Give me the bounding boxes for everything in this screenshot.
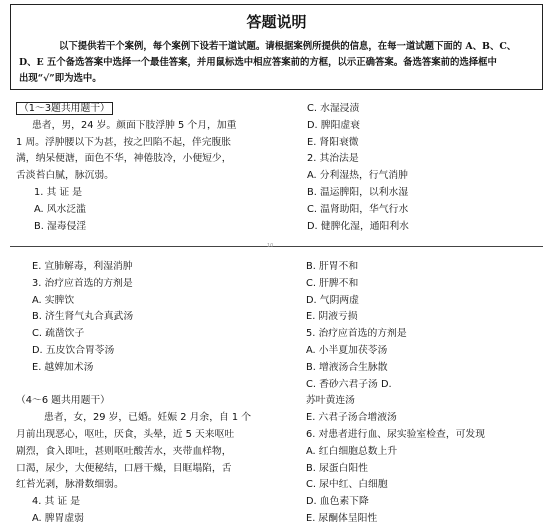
text-line <box>306 259 485 276</box>
answer-option[interactable]: E. 肾阳衰微 <box>307 136 359 148</box>
answer-option[interactable]: C. 肝脾不和 <box>306 277 359 289</box>
question-text: 口渴，尿少，大便秘结，口唇干燥，目眶塌陷，舌 <box>16 462 232 474</box>
text-line <box>307 219 409 236</box>
question-text: 2. 其治法是 <box>307 153 359 165</box>
question-text: 5. 治疗应首选的方剂是 <box>306 328 407 340</box>
question-text: （1～3题共用题干） <box>16 102 113 115</box>
text-line <box>32 276 251 293</box>
question-text: 患者，女，29 岁，已婚。妊娠 2 月余，自 1 个 <box>44 412 252 424</box>
text-line <box>16 151 236 168</box>
text-line <box>306 461 485 478</box>
page-number: 10 <box>267 243 274 249</box>
text-line <box>306 494 485 511</box>
instructions-box <box>10 4 543 90</box>
question-text: 红苔光剥，脉滑数细弱。 <box>16 479 124 491</box>
answer-option[interactable]: C. 疏凿饮子 <box>32 328 85 340</box>
answer-option[interactable]: D. 血色素下降 <box>306 496 369 508</box>
question-text: （4～6 题共用题干） <box>16 395 110 407</box>
question-text: 苏叶黄连汤 <box>306 395 355 407</box>
answer-option[interactable]: B. 肝胃不和 <box>306 261 359 272</box>
text-line <box>306 444 485 461</box>
answer-option[interactable]: A. 风水泛滥 <box>34 203 86 215</box>
text-line <box>16 477 251 494</box>
text-line <box>16 427 251 444</box>
text-line <box>307 135 409 152</box>
answer-option[interactable]: B. 湿毒侵淫 <box>34 220 87 232</box>
text-line <box>306 309 485 326</box>
question-text: 4. 其 证 是 <box>32 496 81 508</box>
answer-option[interactable]: E. 六君子汤合增液汤 <box>306 412 397 424</box>
text-line <box>16 461 251 478</box>
answer-option[interactable]: A. 脾胃虚弱 <box>32 512 84 524</box>
text-line <box>32 326 251 343</box>
answer-option[interactable]: D. 健脾化湿，通阳利水 <box>307 220 409 232</box>
text-line <box>16 219 236 236</box>
text-line <box>306 410 485 427</box>
text-line <box>306 427 485 444</box>
question-text: 患者，男，24 岁。颜面下肢浮肿 5 个月，加重 <box>32 119 237 131</box>
instructions-title: 答题说明 <box>246 13 307 31</box>
question-column-bottom-left <box>16 259 252 528</box>
text-line <box>32 410 251 427</box>
text-line <box>32 293 251 310</box>
text-line <box>306 276 485 293</box>
answer-option[interactable]: E. 阴液亏损 <box>306 311 358 323</box>
answer-option[interactable]: C. 温肾助阳，华气行水 <box>307 203 409 215</box>
text-line <box>307 185 409 202</box>
text-line <box>306 511 485 528</box>
text-line <box>306 393 485 410</box>
answer-option[interactable]: A. 红白细胞总数上升 <box>306 445 398 457</box>
answer-option[interactable]: C. 水湿浸渍 <box>307 103 360 114</box>
text-line <box>307 202 409 219</box>
answer-option[interactable]: B. 济生肾气丸合真武汤 <box>32 311 134 323</box>
text-line <box>32 511 251 528</box>
question-text: 1 周。浮肿腰以下为甚，按之凹陷不起，伴完腹胀 <box>16 136 232 148</box>
text-line <box>306 360 485 377</box>
text-line <box>32 377 251 394</box>
text-line <box>16 444 251 461</box>
instructions-text <box>19 39 534 87</box>
answer-option[interactable]: B. 温运脾阳，以利水湿 <box>307 186 409 198</box>
text-line <box>306 343 485 360</box>
text-line <box>32 259 251 276</box>
text-line <box>32 360 251 377</box>
answer-option[interactable]: E. 宣肺解毒，利湿消肿 <box>32 261 133 272</box>
text-line <box>307 168 409 185</box>
answer-option[interactable]: C. 尿中红、白细胞 <box>306 479 388 491</box>
answer-option[interactable]: B. 尿蛋白阳性 <box>306 462 368 474</box>
text-line <box>32 494 251 511</box>
instructions-line: D、E 五个备选答案中选择一个最佳答案，并用鼠标选中相应答案前的方框，以示正确答案。备选答案前的选择框中 <box>19 57 497 68</box>
text-line <box>306 326 485 343</box>
question-text: 满，纳呆便溏，面色不华，神倦肢冷，小便短少， <box>16 153 232 165</box>
text-line <box>306 477 485 494</box>
text-line <box>306 377 485 394</box>
question-column-top-right <box>307 101 409 235</box>
question-text: 6. 对患者进行血、尿实验室检查，可发现 <box>306 428 486 440</box>
answer-option[interactable]: E. 尿酮体呈阳性 <box>306 512 378 524</box>
question-text: 3. 治疗应首选的方剂是 <box>32 277 133 289</box>
text-line <box>16 185 236 202</box>
divider-line <box>10 246 543 247</box>
text-line <box>16 101 236 118</box>
question-text: 剧烈，食入即吐，甚则呕吐酸苦水，夹带血样物， <box>16 445 232 457</box>
question-text: 舌淡苔白腻，脉沉弱。 <box>16 170 114 182</box>
text-line <box>16 393 251 410</box>
text-line <box>307 118 409 135</box>
text-line <box>307 151 409 168</box>
text-line <box>307 101 409 118</box>
question-text: 1. 其 证 是 <box>34 186 83 198</box>
answer-option[interactable]: D. 气阴两虚 <box>306 294 359 306</box>
question-column-top-left <box>16 101 236 235</box>
instructions-line: 出现“√”即为选中。 <box>19 73 102 84</box>
answer-option[interactable]: D. 五皮饮合胃苓汤 <box>32 344 115 356</box>
answer-option[interactable]: D. 脾阳虚衰 <box>307 119 360 131</box>
question-column-bottom-right <box>306 259 485 528</box>
answer-option[interactable]: A. 小半夏加茯苓汤 <box>306 344 388 356</box>
text-line <box>16 118 236 135</box>
text-line <box>32 309 251 326</box>
answer-option[interactable]: A. 分利湿热，行气消肿 <box>307 170 408 182</box>
text-line <box>16 135 236 152</box>
instructions-line: 以下提供若干个案例，每个案例下设若干道试题。请根据案例所提供的信息，在每一道试题下面的 A、B、C、 <box>59 41 517 52</box>
answer-option[interactable]: C. 香砂六君子汤 D. <box>306 378 392 390</box>
text-line <box>16 168 236 185</box>
text-line <box>306 293 485 310</box>
answer-option[interactable]: E. 越婢加术汤 <box>32 361 94 373</box>
answer-option[interactable]: B. 增液汤合生脉散 <box>306 361 388 373</box>
question-text: 月前出现恶心，呕吐，厌食，头晕，近 5 天来呕吐 <box>16 428 235 440</box>
answer-option[interactable]: A. 实脾饮 <box>32 294 75 306</box>
text-line <box>32 343 251 360</box>
page-divider <box>0 243 553 254</box>
text-line <box>16 202 236 219</box>
